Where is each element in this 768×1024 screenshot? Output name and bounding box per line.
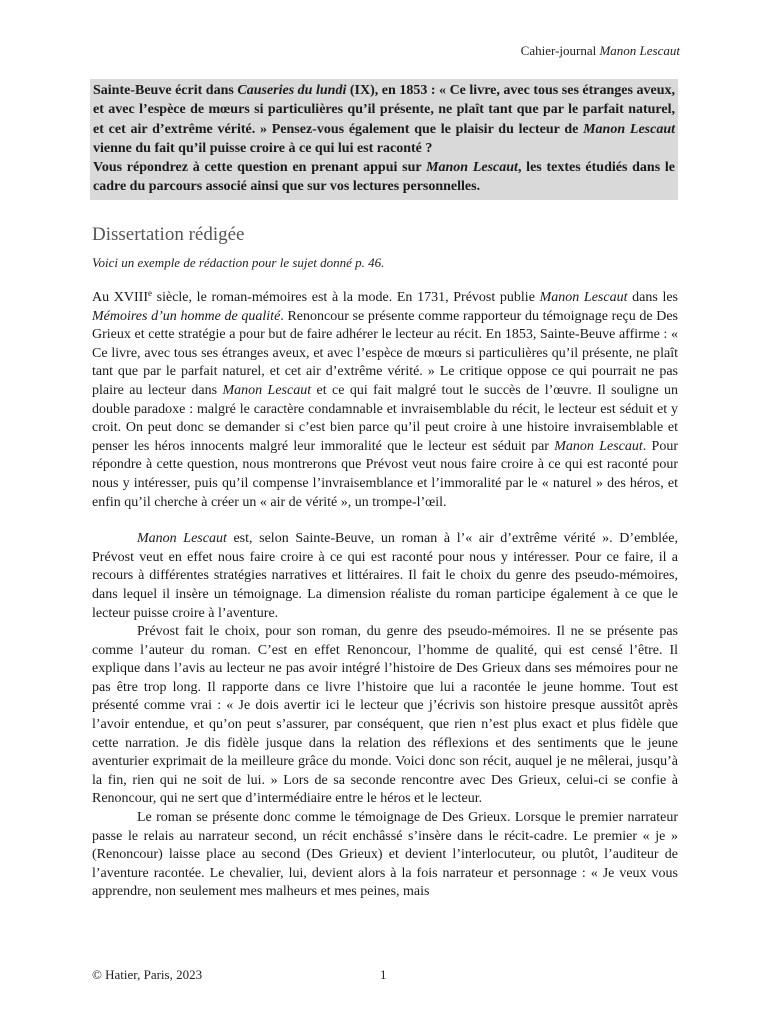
prompt-paragraph-2 xyxy=(90,158,678,197)
work-title: Manon Lescaut xyxy=(137,531,227,547)
body-text: . Pour répondre à cette question, nous montrerons que Prévost veut nous faire croire à ce qui est raconté pour nous y intéresser, puis qu’il compense l’invraisemblance et l’immoralité par le « naturel » des héros, et enfin qu’il cherche à créer un « air de vérité », un trompe-l’œil. xyxy=(92,438,678,510)
work-title: Manon Lescaut xyxy=(222,382,312,398)
running-head-book-title: Manon Lescaut xyxy=(599,43,680,58)
body-text: et ce qui fait malgré tout le succès de l’œuvre. Il souligne un double paradoxe : malgré le caractère condamnable et invraisemblable du récit, le lecteur est séduit et y croit. On peut donc se demander si c’est bien parce qu’il peut croire à une histoire invraisemblable et penser les héros innocents malgré leur immoralité que le lecteur est séduit par xyxy=(92,382,678,454)
body-text: dans les xyxy=(627,290,679,305)
body-text: siècle, le roman-mémoires est à la mode. En 1731, Prévost publie xyxy=(151,290,540,305)
prompt-text: Vous répondrez à cette question en prenant appui sur xyxy=(93,160,427,176)
section-title: Dissertation rédigée xyxy=(92,224,245,245)
prompt-work-title: Manon Lescaut xyxy=(426,160,518,176)
century-superscript: e xyxy=(147,288,152,298)
prompt-paragraph-1 xyxy=(90,81,678,158)
intro-note: Voici un exemple de rédaction pour le sujet donné p. 46. xyxy=(92,255,385,270)
body-text: Au XVIII xyxy=(92,290,148,305)
footer-page-number: 1 xyxy=(380,967,387,982)
prompt-text: Sainte-Beuve écrit dans xyxy=(93,83,238,98)
work-title: Manon Lescaut xyxy=(539,290,628,305)
prompt-text: , les textes étudiés dans le cadre du parcours associé ainsi que sur vos lectures personnelles. xyxy=(93,160,676,195)
prompt-text: vienne du fait qu’il puisse croire à ce qui lui est raconté ? xyxy=(93,140,433,156)
prompt-work-title: Causeries du lundi xyxy=(237,83,347,98)
body-paragraph-introduction xyxy=(92,289,678,512)
work-title: Mémoires d’un homme de qualité xyxy=(92,308,281,324)
body-paragraph-4: Le roman se présente donc comme le témoignage de Des Grieux. Lorsque le premier narrateur passe le relais au narrateur second, un récit enchâssé s’insère dans le récit-cadre. Le premier « je » (Renoncour) laisse place au second (Des Grieux) et devient l’interlocuteur, ou plutôt, l’auditeur de l’aventure racontée. Le chevalier, lui, devient alors à la fois narrateur et personnage : « Je veux vous apprendre, non seulement mes malheurs et mes peines, mais xyxy=(92,810,678,900)
prompt-work-title: Manon Lescaut xyxy=(583,121,676,137)
body-paragraph-3: Prévost fait le choix, pour son roman, du genre des pseudo-mémoires. Il ne se présente pas comme l’auteur du roman. C’est en effet Renoncour, l’homme de qualité, qui est censé l’être. Il explique dans l’avis au lecteur ne pas avoir intégré l’histoire de Des Grieux dans ses mémoires pour ne pas être trop long. Il rapporte dans ce livre l’histoire que lui a racontée le jeune homme. Tout est présenté comme vrai : « Je dois avertir ici le lecteur que j’écrivis son histoire presque aussitôt après l’avoir entendue, et qu’on peut s’assurer, par conséquent, que rien n’est plus exact et plus fidèle que cette narration. Je dis fidèle jusque dans la relation des réflexions et des sentiments que le jeune aventurier exprimait de la meilleure grâce du monde. Voici donc son récit, auquel je ne mêlerai, jusqu’à la fin, rien qui ne soit de lui. » Lors de sa seconde rencontre avec Des Grieux, celui-ci se confie à Renoncour, qui ne sert que d’intermédiaire entre le héros et le lecteur. xyxy=(92,624,678,807)
essay-prompt-box xyxy=(90,79,678,200)
body-text: est, selon Sainte-Beuve, un roman à l’« air d’extrême vérité ». D’emblée, Prévost veut en effet nous faire croire à ce qui est raconté pour nous y intéresser. Pour ce faire, il a recours à différentes stratégies narratives et littéraires. Il fait le choix du genre des pseudo-mémoires, dans lequel il insère un témoignage. La dimension réaliste du roman participe également à ce que le lecteur puisse croire à l’aventure. xyxy=(92,531,678,621)
prompt-text: (IX), en 1853 : « Ce livre, avec tous ses étranges aveux, et avec l’espèce de mœurs si particulières qu’il présente, ne plaît tant que par le parfait naturel, et cet air d’extrême vérité. » Pensez-vous également que le plaisir du lecteur de xyxy=(93,83,675,137)
footer-copyright: © Hatier, Paris, 2023 xyxy=(92,967,203,982)
essay-body xyxy=(92,289,678,902)
work-title: Manon Lescaut xyxy=(554,438,643,454)
body-paragraph-2 xyxy=(92,530,678,623)
body-text: . Renoncour se présente comme rapporteur du témoignage reçu de Des Grieux et cette stratégie a pour but de faire adhérer le lecteur au récit. En 1853, Sainte-Beuve affirme : « Ce livre, avec tous ses étranges aveux, et avec l’espèce de mœurs si particulières qu’il présente, ne plaît tant que par le parfait naturel, et cet air d’extrême vérité. » Le critique oppose ce qui pourrait ne pas plaire au lecteur dans xyxy=(92,308,678,398)
running-head xyxy=(521,43,680,59)
running-head-label: Cahier-journal xyxy=(520,43,600,58)
